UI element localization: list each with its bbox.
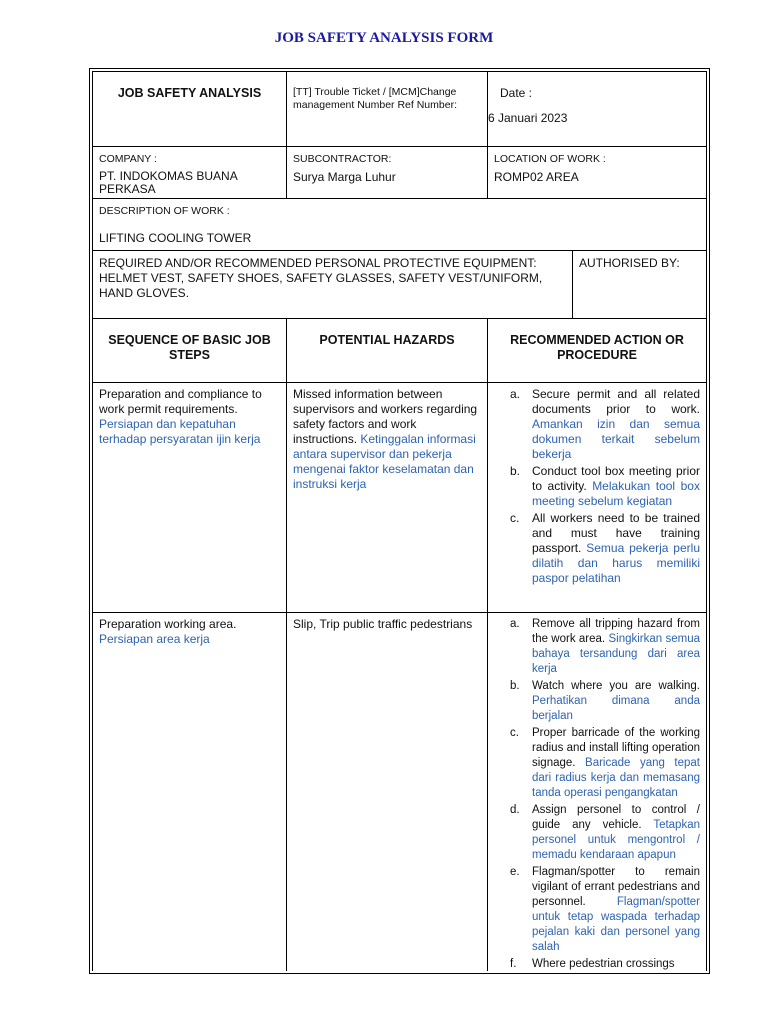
- action-text-en: Proper barricade of the working radius and install lifting operation signage.: [532, 727, 700, 769]
- location-label: LOCATION OF WORK :: [494, 153, 606, 165]
- step-cell: [92, 383, 286, 612]
- authorised-label: AUTHORISED BY:: [579, 256, 680, 270]
- action-marker: a.: [510, 387, 521, 401]
- col-steps-header: SEQUENCE OF BASIC JOB STEPS: [92, 319, 286, 382]
- action-item: [508, 617, 700, 677]
- step-text-id: Persiapan area kerja: [99, 632, 210, 646]
- jsa-label-cell: [92, 72, 286, 146]
- step-text-id: Persiapan dan kepatuhan terhadap persyaratan ijin kerja: [99, 417, 261, 446]
- location-value: ROMP02 AREA: [494, 170, 579, 184]
- ppe-cell: [92, 251, 572, 318]
- header-row: [92, 71, 707, 146]
- subcontractor-cell: [286, 147, 487, 198]
- action-item: [508, 865, 700, 955]
- date-value: 6 Januari 2023: [488, 111, 568, 125]
- hazard-cell: [286, 383, 487, 612]
- jsa-table: [92, 71, 707, 971]
- columns-header-row: [92, 318, 707, 382]
- action-text-en: Assign personel to control / guide any vehicle.: [532, 804, 700, 831]
- action-marker: c.: [510, 511, 520, 525]
- ppe-row: [92, 250, 707, 318]
- action-marker: f.: [510, 958, 517, 970]
- action-text-id: Singkirkan semua bahaya tersandung dari area kerja: [532, 633, 701, 675]
- action-marker: b.: [510, 680, 520, 692]
- action-text-en: Secure permit and all related documents prior to work.: [532, 387, 700, 416]
- ppe-text: REQUIRED AND/OR RECOMMENDED PERSONAL PROTECTIVE EQUIPMENT: HELMET VEST, SAFETY SHOES, SAFETY GLASSES, SAFETY VEST/UNIFORM, HAND GLOVES.: [99, 256, 543, 300]
- action-text-id: Tetapkan personel untuk mengontrol / memadu kendaraan apapun: [532, 819, 700, 861]
- action-marker: a.: [510, 618, 520, 630]
- action-item: [508, 387, 700, 462]
- date-cell: [487, 72, 707, 146]
- action-marker: c.: [510, 727, 519, 739]
- step-text-en: Preparation and compliance to work permit requirements.: [99, 387, 262, 416]
- action-item: [508, 511, 700, 586]
- step-cell: [92, 613, 286, 971]
- action-item: [508, 803, 700, 863]
- action-text-en: Flagman/spotter to remain vigilant of errant pedestrians and personnel.: [532, 866, 700, 908]
- company-value: PT. INDOKOMAS BUANA PERKASA: [99, 169, 238, 196]
- date-label: Date :: [500, 86, 533, 100]
- subcontractor-value: Surya Marga Luhur: [293, 170, 396, 184]
- action-item: [508, 679, 700, 724]
- action-marker: e.: [510, 866, 520, 878]
- jsa-label: JOB SAFETY ANALYSIS: [117, 86, 262, 100]
- description-cell: [92, 199, 707, 250]
- description-row: [92, 198, 707, 250]
- hazard-text-id: Ketinggalan informasi antara supervisor dan pekerja mengenai faktor keselamatan dan instruksi kerja: [293, 432, 476, 491]
- step-text-en: Preparation working area.: [99, 617, 237, 631]
- description-label: DESCRIPTION OF WORK :: [99, 205, 230, 217]
- company-label: COMPANY :: [99, 153, 157, 165]
- col-actions-header: RECOMMENDED ACTION OR PROCEDURE: [487, 319, 707, 382]
- action-list: [508, 617, 700, 971]
- action-text-en: All workers need to be trained and must have training passport.: [532, 511, 700, 555]
- action-marker: d.: [510, 804, 520, 816]
- action-text-en: Remove all tripping hazard from the work area.: [532, 618, 700, 645]
- hazard-cell: [286, 613, 487, 971]
- action-text-id: Amankan izin dan semua dokumen terkait sebelum bekerja: [532, 417, 700, 461]
- col-hazards-header: POTENTIAL HAZARDS: [286, 319, 487, 382]
- action-text-en: Conduct tool box meeting prior to activity.: [532, 464, 700, 493]
- action-text-id: Flagman/spotter untuk tetap waspada terhadap pejalan kaki dan personel yang salah: [532, 896, 700, 953]
- action-text-en: Where pedestrian crossings: [532, 958, 675, 970]
- action-cell: [487, 613, 707, 971]
- table-row: [92, 612, 707, 971]
- company-cell: [92, 147, 286, 198]
- company-row: [92, 146, 707, 198]
- action-text-id: Baricade yang tepat dari radius kerja dan memasang tanda operasi pengangkatan: [532, 757, 701, 799]
- subcontractor-label: SUBCONTRACTOR:: [293, 153, 392, 165]
- ticket-label: [TT] Trouble Ticket / [MCM]Change management Number Ref Number:: [293, 86, 457, 111]
- hazard-text-en: Missed information between supervisors and workers regarding safety factors and work instructions.: [293, 387, 478, 446]
- table-row: [92, 382, 707, 612]
- action-text-id: Melakukan tool box meeting sebelum kegiatan: [532, 479, 700, 508]
- ticket-cell: [286, 72, 487, 146]
- action-marker: b.: [510, 464, 521, 478]
- form-title: JOB SAFETY ANALYSIS FORM: [274, 30, 494, 46]
- hazard-text-en: Slip, Trip public traffic pedestrians: [293, 617, 473, 631]
- action-item: [508, 464, 700, 509]
- authorised-cell: [572, 251, 707, 318]
- action-item: [508, 957, 700, 971]
- action-text-id: Semua pekerja perlu dilatih dan harus memiliki paspor pelatihan: [532, 541, 700, 585]
- action-list: [508, 387, 700, 586]
- action-cell: [487, 383, 707, 612]
- description-value: LIFTING COOLING TOWER: [99, 231, 252, 245]
- action-text-en: Watch where you are walking.: [532, 680, 700, 692]
- action-item: [508, 726, 700, 801]
- action-text-id: Perhatikan dimana anda berjalan: [532, 695, 700, 722]
- location-cell: [487, 147, 707, 198]
